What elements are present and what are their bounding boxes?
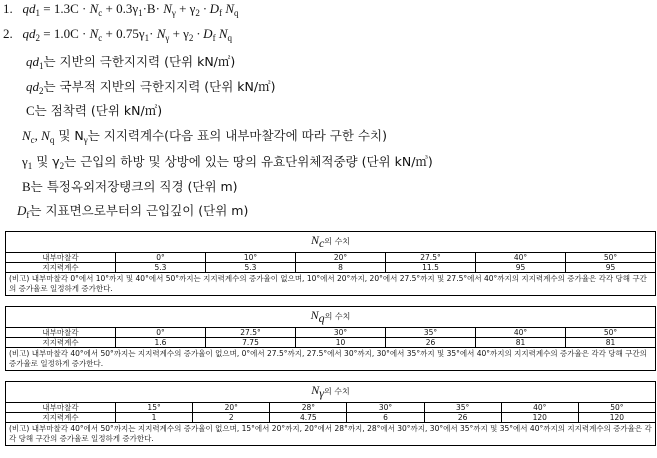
value-cell: 120 xyxy=(501,413,578,423)
value-cell: 8 xyxy=(296,263,386,273)
angle-cell: 35° xyxy=(386,328,476,338)
ngamma-table xyxy=(5,381,656,446)
angle-cell: 35° xyxy=(424,403,501,413)
sub: 1 xyxy=(138,8,143,18)
table-note: (비고) 내부마찰각 40°에서 50°까지는 지지력계수의 증가율이 없으며, 15°에서 20°까지, 20°에서 28°까지, 28°에서 30°까지, 30°에서 35°까지 및 35°에서 40°까지의 지지력계수의 증가율은 각각 당해 구간의 증가율로 일정하게 증가한다. xyxy=(6,423,656,446)
sub: 1 xyxy=(39,61,44,71)
table-title xyxy=(6,382,656,403)
value-cell: 95 xyxy=(476,263,566,273)
angle-row xyxy=(6,253,656,263)
value-row xyxy=(6,263,656,273)
table-title xyxy=(6,307,656,328)
angle-cell: 40° xyxy=(476,253,566,263)
nq-table xyxy=(5,306,656,371)
sub: q xyxy=(318,311,325,325)
row-label: 지지력계수 xyxy=(6,263,116,273)
definition-text: 및 γ xyxy=(32,154,60,169)
formula-term: · D xyxy=(203,1,220,16)
angle-cell: 0° xyxy=(116,253,206,263)
value-cell: 5.3 xyxy=(116,263,206,273)
value-cell: 4.75 xyxy=(270,413,347,423)
symbol: , N xyxy=(34,128,50,143)
angle-cell: 0° xyxy=(116,328,206,338)
sub: 1 xyxy=(144,33,150,43)
angle-cell: 20° xyxy=(193,403,270,413)
symbol: N xyxy=(310,233,319,247)
definition-n xyxy=(22,126,387,145)
sub: c xyxy=(318,236,325,250)
value-cell: 11.5 xyxy=(386,263,476,273)
formula-term: + γ xyxy=(169,26,189,41)
definition-qd1 xyxy=(26,52,235,71)
definition-text: 는 점착력 (단위 kN/㎡) xyxy=(34,103,163,118)
value-cell: 2 xyxy=(193,413,270,423)
sub: 1 xyxy=(27,161,33,171)
definition-text: 는 특정옥외저장탱크의 직경 (단위 m) xyxy=(30,179,238,194)
sub: γ xyxy=(171,8,176,18)
angle-cell: 27.5° xyxy=(206,328,296,338)
formula-term: · D xyxy=(196,26,213,41)
symbol: qd xyxy=(26,54,39,69)
sub: c xyxy=(98,8,103,18)
definition-df xyxy=(17,201,248,220)
value-cell: 120 xyxy=(578,413,655,423)
sub: f xyxy=(219,8,223,18)
value-cell: 10 xyxy=(296,338,386,348)
formula-term: N xyxy=(89,1,99,16)
value-row xyxy=(6,338,656,348)
angle-row xyxy=(6,403,656,413)
sub: 2 xyxy=(195,8,200,18)
formula-term: N xyxy=(218,26,228,41)
formula-lhs: qd xyxy=(22,26,36,41)
symbol: N xyxy=(310,308,319,322)
formula-term: N xyxy=(156,26,166,41)
symbol: N xyxy=(22,128,31,143)
definition-qd2 xyxy=(26,77,275,96)
title-suffix: 의 수치 xyxy=(324,237,351,246)
angle-cell: 50° xyxy=(566,253,656,263)
value-cell: 1 xyxy=(116,413,193,423)
definition-gamma xyxy=(22,152,433,171)
value-cell: 26 xyxy=(386,338,476,348)
value-cell: 5.3 xyxy=(206,263,296,273)
symbol: γ xyxy=(22,154,28,169)
sub: q xyxy=(227,33,232,43)
row-label: 지지력계수 xyxy=(6,413,116,423)
angle-cell: 50° xyxy=(566,328,656,338)
formula-number: 1. xyxy=(3,1,13,16)
row-label: 내부마찰각 xyxy=(6,328,116,338)
value-cell: 95 xyxy=(566,263,656,273)
angle-cell: 40° xyxy=(476,328,566,338)
sub: c xyxy=(98,33,103,43)
symbol: qd xyxy=(26,79,39,94)
table-note: (비고) 내부마찰각 40°에서 50°까지는 지지력계수의 증가율이 없으며, 0°에서 27.5°까지, 27.5°에서 30°까지, 30°에서 35°까지 및 35°에서 40°까지의 지지력계수의 증가율은 각각 당해 구간의 증가율로 일정하게 증가한다. xyxy=(6,348,656,371)
formula-term: · xyxy=(149,26,157,41)
angle-cell: 30° xyxy=(296,328,386,338)
sub: 2 xyxy=(188,33,194,43)
sub: 1 xyxy=(35,8,40,18)
row-label: 지지력계수 xyxy=(6,338,116,348)
symbol: B xyxy=(22,179,31,194)
definition-text: 는 지지력계수(다음 표의 내부마찰각에 따라 구한 수치) xyxy=(87,128,387,143)
formula-2 xyxy=(3,26,232,43)
formula-term: + 0.75γ xyxy=(102,26,145,41)
row-label: 내부마찰각 xyxy=(6,253,116,263)
value-cell: 26 xyxy=(424,413,501,423)
sub: f xyxy=(26,210,30,220)
definition-text: 는 근입의 하방 및 상방에 있는 땅의 유효단위체적중량 (단위 kN/㎥) xyxy=(64,154,433,169)
value-cell: 1.6 xyxy=(116,338,206,348)
formula-term: N xyxy=(225,1,234,16)
sub: γ xyxy=(83,135,88,145)
title-suffix: 의 수치 xyxy=(324,387,350,396)
table-note: (비고) 내부마찰각 0°에서 10°까지 및 40°에서 50°까지는 지지력계수의 증가율이 없으며, 10°에서 20°까지, 20°에서 27.5°까지 및 27.5°에서 40°까지의 지지력계수의 증가율은 각각 당해 구간의 증가율로 일정하게 증가한다. xyxy=(6,273,656,296)
sub: 2 xyxy=(39,86,44,96)
sub: c xyxy=(30,135,35,145)
formula-lhs: qd xyxy=(22,1,36,16)
formula-term: = 1.0C · xyxy=(40,26,90,41)
angle-cell: 40° xyxy=(501,403,578,413)
angle-cell: 20° xyxy=(296,253,386,263)
nc-table xyxy=(5,231,656,296)
angle-cell: 10° xyxy=(206,253,296,263)
value-cell: 6 xyxy=(347,413,424,423)
value-cell: 7.75 xyxy=(206,338,296,348)
angle-row xyxy=(6,328,656,338)
sub: 2 xyxy=(59,161,65,171)
title-suffix: 의 수치 xyxy=(324,312,351,321)
value-row xyxy=(6,413,656,423)
definition-text: 는 지표면으로부터의 근입깊이 (단위 m) xyxy=(29,203,249,218)
angle-cell: 27.5° xyxy=(386,253,476,263)
symbol: N xyxy=(311,383,320,397)
row-label: 내부마찰각 xyxy=(6,403,116,413)
formula-1 xyxy=(3,1,238,18)
sub: 2 xyxy=(35,33,40,43)
sub: f xyxy=(212,33,216,43)
value-cell: 81 xyxy=(566,338,656,348)
definition-text: 및 N xyxy=(54,128,84,143)
formula-term: N xyxy=(163,1,172,16)
sub: q xyxy=(49,135,55,145)
definition-b xyxy=(22,177,238,195)
sub: γ xyxy=(319,386,324,400)
table-title xyxy=(6,232,656,253)
angle-cell: 30° xyxy=(347,403,424,413)
definition-text: 는 지반의 극한지지력 (단위 kN/㎡) xyxy=(43,54,236,69)
definition-text: 는 국부적 지반의 극한지지력 (단위 kN/㎡) xyxy=(43,79,276,94)
formula-term: = 1.3C · xyxy=(40,1,90,16)
angle-cell: 50° xyxy=(578,403,655,413)
formula-number: 2. xyxy=(3,26,13,41)
angle-cell: 15° xyxy=(116,403,193,413)
symbol: D xyxy=(17,203,27,218)
formula-term: + 0.3γ xyxy=(102,1,139,16)
value-cell: 81 xyxy=(476,338,566,348)
symbol: C xyxy=(26,103,35,118)
definition-c xyxy=(26,101,162,119)
formula-term: N xyxy=(89,26,99,41)
formula-term: ·B· xyxy=(142,1,164,16)
sub: q xyxy=(233,8,239,18)
angle-cell: 28° xyxy=(270,403,347,413)
sub: γ xyxy=(165,33,170,43)
formula-term: + γ xyxy=(175,1,196,16)
